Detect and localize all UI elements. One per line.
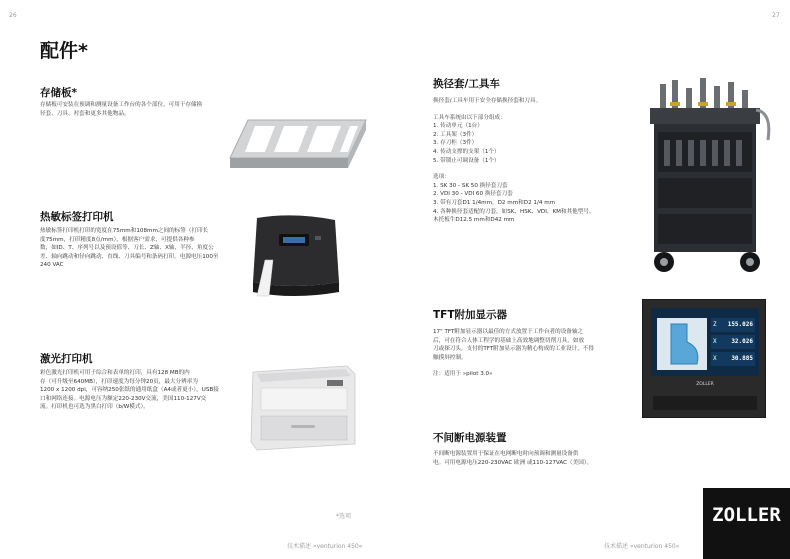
tft-tool-view — [657, 318, 707, 370]
tft-bezel — [653, 396, 757, 410]
tft-note: 注：适用于 »pilot 3.0« — [433, 371, 493, 378]
tft-line: 17" TFT附加显示器以最佳的方式放置于工作台者的设备轴之 — [433, 329, 584, 335]
tft-display-image — [642, 299, 766, 418]
tool-cart-option: 2. VDI 30 - VDI 60 换径套刀套 — [433, 191, 513, 198]
tft-brand: ZOLLER — [696, 382, 714, 387]
tft-readout-row: X 32.026 — [711, 335, 755, 349]
laser-printer-image — [247, 364, 360, 452]
page-title: 配件* — [40, 40, 88, 62]
label-printer-line: 数，如ID、T、序列号以及预设值等、刀长、Z轴、X轴、半径、角度公 — [40, 245, 214, 252]
tft-readouts — [711, 318, 755, 370]
tool-cart-item: 3. 存刀柜（3件） — [433, 140, 478, 147]
tool-cart-option: 木托板牛D12.5 mm和D42 mm — [433, 217, 515, 224]
laser-printer-text — [40, 369, 219, 412]
tool-cart-item: 4. 传动支撑的支架（1个） — [433, 148, 500, 155]
ups-line: 电。可用电源电压220-230VAC 欧洲 或110-127VAC（美国）。 — [433, 459, 593, 466]
storage-board-image — [228, 112, 368, 177]
storage-heading: 存储板* — [40, 87, 77, 99]
tool-cart-intro: 换径套/工具车用于安全存储换径套和刀具。 — [433, 98, 542, 104]
tool-cart-text — [433, 97, 595, 225]
tft-readout-row: Z 155.026 — [711, 318, 755, 332]
tool-cart-item: 2. 工具架（3件） — [433, 131, 478, 138]
tool-cart-item: 1. 传动单元（1台） — [433, 123, 483, 130]
storage-line: 存储板可安装在预调和测量设备工作台的各个部位，可用于存储换 — [40, 102, 203, 108]
laser-printer-heading: 激光打印机 — [40, 353, 93, 365]
laser-printer-line: 口和网络连接。电源电压为额定220-230V交流，美国110-127V交 — [40, 395, 207, 402]
ups-line: 不间断电源装置用于保证在电网断电时向预调和测量设备供 — [433, 451, 579, 457]
logo-text: ZOLLER — [712, 504, 781, 526]
tool-cart-options-title: 选项： — [433, 174, 450, 181]
label-printer-text — [40, 227, 219, 270]
label-printer-line: 差、轴向跳动和径向跳动、直线、刀具编号和条码打印。电源电压100至 — [40, 253, 219, 260]
tft-line: 刀或探刀头。支付的TFT附加显示器为精心构成的工业设计，不得 — [433, 346, 594, 353]
tool-cart-list-title: 工具车系统由以下部分组成： — [433, 114, 506, 121]
footer-left: 技术描述 »venturion 450« — [287, 543, 363, 550]
label-printer-heading: 热敏标签打印机 — [40, 211, 114, 223]
tft-heading: TFT附加显示器 — [433, 309, 507, 321]
label-printer-line: 240 VAC — [40, 262, 64, 269]
ups-heading: 不间断电源装置 — [433, 432, 507, 444]
tool-cart-option: 4. 各种换径套适配的刀套，如SK、HSK、VDI、KM和其他型号。 — [433, 208, 595, 215]
right-page-number: 27 — [772, 12, 780, 19]
tool-silhouette-icon — [657, 318, 707, 370]
laser-printer-line: 存（可升级至640MB），打印速度为每分钟20页，最大分辨率为 — [40, 378, 198, 385]
storage-text — [40, 101, 202, 118]
tool-cart-image — [640, 70, 775, 278]
storage-line: 径套、刀具、衬套和更多其他物品。 — [40, 110, 130, 117]
footer-right: 技术描述 »venturion 450« — [604, 543, 680, 550]
zoller-logo — [703, 488, 790, 559]
laser-printer-line: 1200 x 1200 dpi，可容纳250张纸的通用纸盒（A4或者更小），USB接 — [40, 387, 219, 394]
left-page-number: 26 — [9, 12, 17, 19]
tft-readout-row: X 30.885 — [711, 352, 755, 366]
ups-text — [433, 450, 592, 467]
footnote: *选项 — [336, 513, 352, 520]
tool-cart-option: 1. SK 30 - SK 50 换径套刀套 — [433, 182, 508, 189]
tft-screen — [651, 308, 759, 376]
tool-cart-option: 3. 带有刀套D1 1/4mm，D2 mm和D2 1/4 mm — [433, 199, 556, 206]
label-printer-image — [243, 212, 345, 304]
tft-text — [433, 328, 594, 379]
laser-printer-line: 流。打印机也可选为黑白打印（b/W模式）。 — [40, 404, 149, 411]
tft-line: 后，可在符合人体工程学的基础上高效地调整切削刀具，如放 — [433, 337, 585, 344]
laser-printer-line: 彩色激光打印机可用于综合和表单的打印，具有128 MB的内 — [40, 370, 190, 376]
label-printer-line: 度75mm，打印精度8点/mm），根据客户需求，可提供各种参 — [40, 236, 195, 243]
tft-line: 触摸屏控制。 — [433, 354, 467, 361]
label-printer-line: 热敏标签打印机打印的宽度在75mm和108mm之间的标签（打印长 — [40, 228, 209, 234]
tool-cart-item: 5. 带锁止可调设备（1个） — [433, 157, 500, 164]
tool-cart-heading: 换径套/工具车 — [433, 78, 500, 90]
